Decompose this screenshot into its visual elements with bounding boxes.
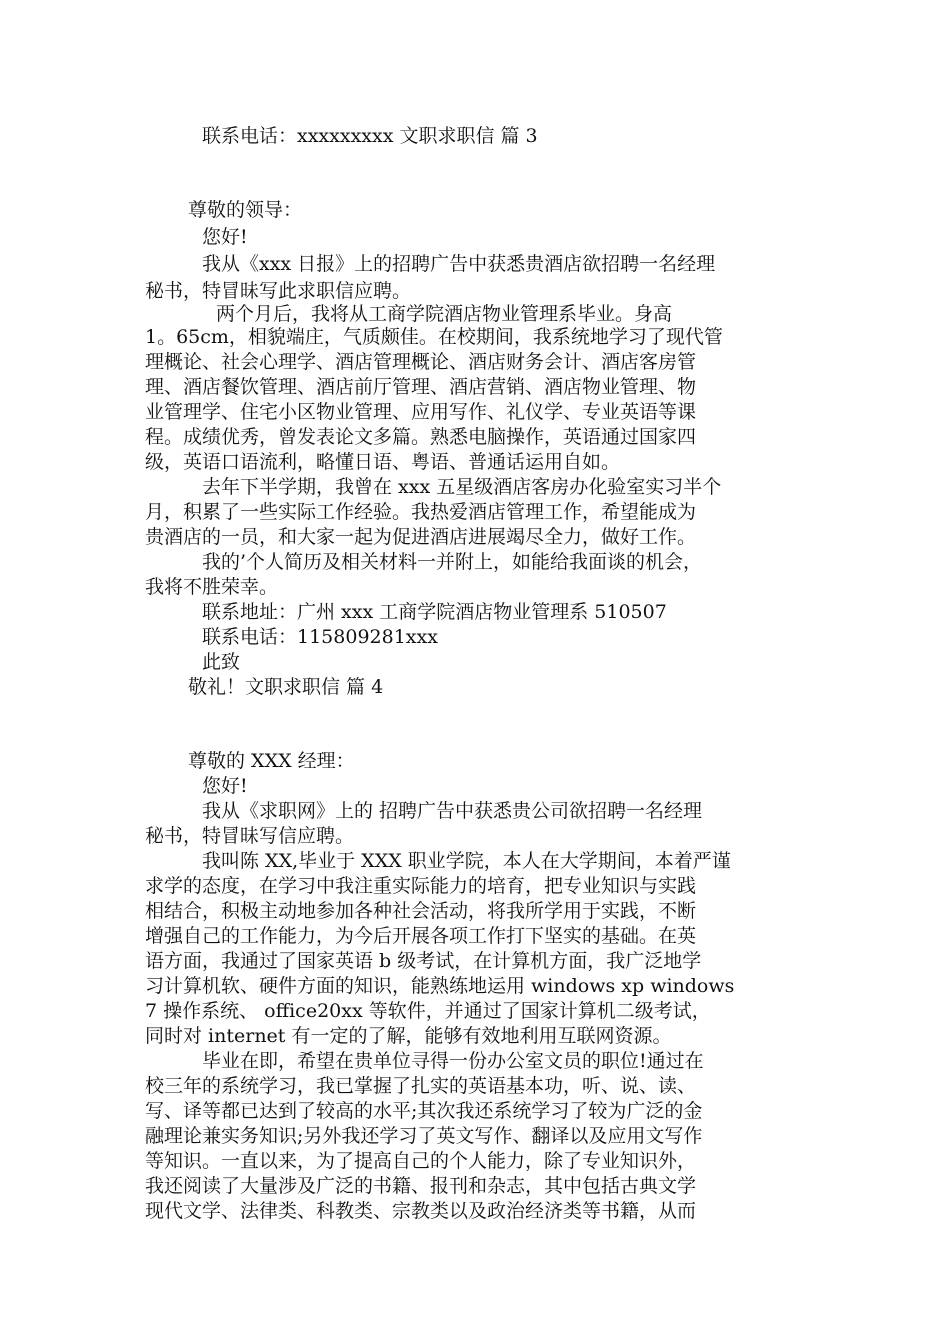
- text-line: 理、酒店餐饮管理、酒店前厅管理、酒店营销、酒店物业管理、物: [145, 376, 697, 398]
- contact-phone: 联系电话：115809281xxx: [202, 626, 438, 648]
- text-line: 我将不胜荣幸。: [145, 576, 279, 598]
- salutation: 尊敬的领导：: [188, 199, 303, 221]
- text-line: 写、译等都已达到了较高的水平;其次我还系统学习了较为广泛的金: [145, 1100, 703, 1122]
- text-line: 理概论、社会心理学、酒店管理概论、酒店财务会计、酒店客房管: [145, 351, 697, 373]
- greeting: 您好!: [202, 775, 248, 797]
- text-line: 相结合，积极主动地参加各种社会活动，将我所学用于实践，不断: [145, 900, 697, 922]
- text-line: 融理论兼实务知识;另外我还学习了英文写作、翻译以及应用文写作: [145, 1125, 703, 1147]
- text-line: 业管理学、住宅小区物业管理、应用写作、礼仪学、专业英语等课: [145, 401, 697, 423]
- text-line: 秘书，特冒昧写此求职信应聘。: [145, 280, 412, 302]
- text-line: 联系电话：xxxxxxxxx 文职求职信 篇 3: [202, 125, 538, 147]
- text-line: 现代文学、法律类、科教类、宗教类以及政治经济类等书籍，从而: [145, 1200, 697, 1222]
- text-line: 我还阅读了大量涉及广泛的书籍、报刊和杂志，其中包括古典文学: [145, 1175, 697, 1197]
- greeting: 您好!: [202, 226, 248, 248]
- text-line: 求学的态度，在学习中我注重实际能力的培育，把专业知识与实践: [145, 875, 697, 897]
- text-line: 我从《求职网》上的 招聘广告中获悉贵公司欲招聘一名经理: [202, 800, 703, 822]
- text-line: 级，英语口语流利，略懂日语、粤语、普通话运用自如。: [145, 451, 621, 473]
- closing: 此致: [202, 651, 241, 673]
- text-line: 我叫陈 XX,毕业于 XXX 职业学院，本人在大学期间，本着严谨: [202, 850, 731, 872]
- text-line: 增强自己的工作能力，为今后开展各项工作打下坚实的基础。在英: [145, 925, 697, 947]
- salutation: 尊敬的 XXX 经理：: [188, 750, 355, 772]
- text-line: 秘书，特冒昧写信应聘。: [145, 825, 355, 847]
- text-line: 同时对 internet 有一定的了解，能够有效地利用互联网资源。: [145, 1025, 672, 1047]
- text-line: 敬礼！文职求职信 篇 4: [188, 676, 384, 698]
- text-line: 毕业在即，希望在贵单位寻得一份办公室文员的职位!通过在: [202, 1050, 704, 1072]
- text-line: 1。65cm，相貌端庄，气质颇佳。在校期间，我系统地学习了现代管: [145, 326, 723, 348]
- text-line: 我的’个人简历及相关材料一并附上，如能给我面谈的机会，: [202, 551, 703, 573]
- text-line: 贵酒店的一员，和大家一起为促进酒店进展竭尽全力，做好工作。: [145, 526, 697, 548]
- text-line: 月，积累了一些实际工作经验。我热爱酒店管理工作，希望能成为: [145, 501, 697, 523]
- text-line: 习计算机软、硬件方面的知识，能熟练地运用 windows xp windows: [145, 975, 735, 997]
- text-line: 校三年的系统学习，我已掌握了扎实的英语基本功，听、说、读、: [145, 1075, 697, 1097]
- text-line: 等知识。一直以来，为了提高自己的个人能力，除了专业知识外，: [145, 1150, 697, 1172]
- text-line: 7 操作系统、 office20xx 等软件，并通过了国家计算机二级考试，: [145, 1000, 711, 1022]
- text-line: 两个月后，我将从工商学院酒店物业管理系毕业。身高: [216, 303, 673, 325]
- text-line: 我从《xxx 日报》上的招聘广告中获悉贵酒店欲招聘一名经理: [202, 253, 716, 275]
- text-line: 语方面，我通过了国家英语 b 级考试，在计算机方面，我广泛地学: [145, 950, 702, 972]
- contact-address: 联系地址：广州 xxx 工商学院酒店物业管理系 510507: [202, 601, 667, 623]
- text-line: 去年下半学期，我曾在 xxx 五星级酒店客房办化验室实习半个: [202, 476, 722, 498]
- text-line: 程。成绩优秀，曾发表论文多篇。熟悉电脑操作，英语通过国家四: [145, 426, 697, 448]
